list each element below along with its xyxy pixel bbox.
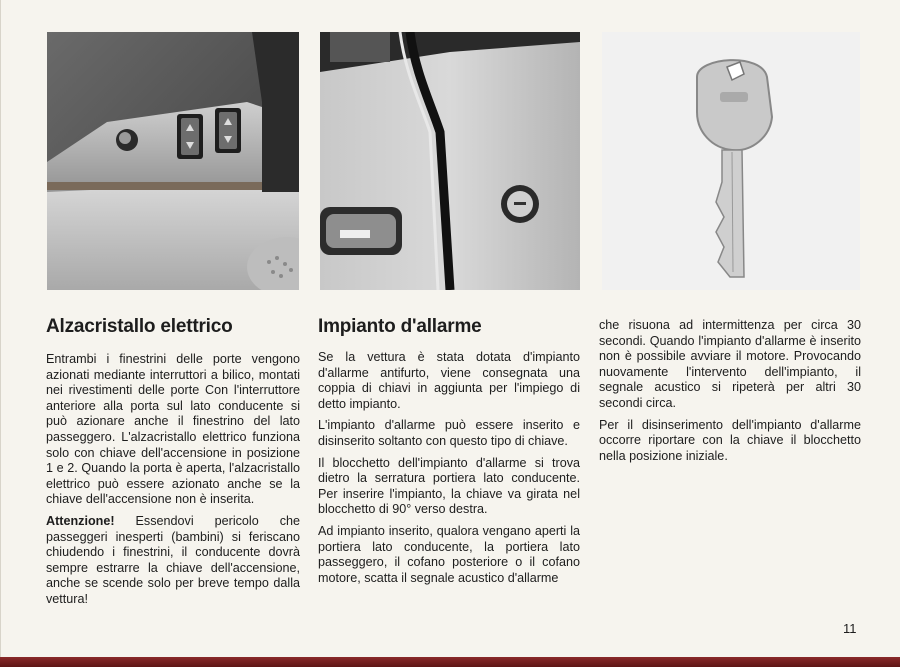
column-alarm-continued [599,318,861,470]
warning-text: Essendovi pericolo che passeggeri inesperti (bambini) si feriscano chiudendo i finestrini, il conducente dovrà sempre estrarre la chiave dell'accensione, anche se scende solo per breve tempo dalla vettura! [46,513,300,606]
door-lock-photo [320,32,580,290]
paragraph: Se la vettura è stata dotata d'impianto d'allarme antifurto, viene consegnata una coppia di chiavi in aggiunta per l'impiego di detto impianto. [318,350,580,411]
paragraph: Per il disinserimento dell'impianto d'allarme occorre riportare con la chiave il blocchetto nella posizione iniziale. [599,417,861,463]
paragraph: Entrambi i finestrini delle porte vengono azionati mediante interruttori a bilico, montati nei rivestimenti delle porte Con l'interruttore anteriore alla porta sul lato conducente si può azionare anche il finestrino del lato passeggero. L'alzacristallo elettrico funziona solo con chiave dell'accensione in posizione 1 e 2. Quando la porta è aperta, l'alzacristallo elettrico può essere azionato anche se la chiave dell'accensione non è inserita. [46,352,300,507]
section-title-window-lifter: Alzacristallo elettrico [46,316,233,337]
warning-paragraph [46,514,300,608]
page-number: 11 [843,621,857,636]
page-bottom-edge [0,657,900,667]
paragraph: L'impianto d'allarme può essere inserito e disinserito soltanto con questo tipo di chiave. [318,418,580,448]
paragraph: Ad impianto inserito, qualora vengano aperti la portiera lato conducente, la portiera lato passeggero, il cofano posteriore o il cofano motore, scatta il segnale acustico d'allarme [318,523,580,585]
paragraph: che risuona ad intermittenza per circa 30 secondi. Quando l'impianto d'allarme è inserito non è possibile avviare il motore. Provocando nuovamente l'intervento dell'impianto, il segnale acustico si ripeterà per altri 30 secondi circa. [599,318,861,410]
paragraph: Il blocchetto dell'impianto d'allarme si trova dietro la serratura portiera lato conducente. Per inserire l'impianto, la chiave va girata nel blocchetto di 90° verso destra. [318,455,580,517]
warning-label: Attenzione! [46,513,115,528]
window-switches-photo [47,32,299,290]
section-title-alarm: Impianto d'allarme [318,316,482,337]
column-alarm-system [318,316,580,592]
column-window-lifters [46,316,300,614]
alarm-key-photo [602,32,860,290]
